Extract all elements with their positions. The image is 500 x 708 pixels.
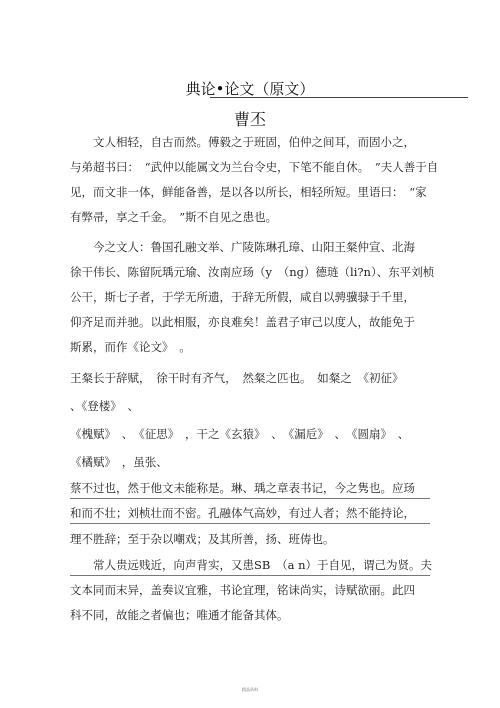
text-line: 、《登楼》 、 — [70, 399, 139, 413]
text-line: 文人相轻，自古而然。傅毅之于班固，伯仲之间耳，而固小之， — [70, 135, 415, 149]
document-title: 典论•论文（原文） — [185, 80, 315, 98]
text-line: 王粲长于辞赋， 徐干时有齐气， 然粲之匹也。 如粲之 《初征》 — [70, 371, 404, 385]
text-line: 公干，斯七子者，于学无所遗，于辞无所假，咸自以骋骥𫘧于千里， — [70, 290, 415, 304]
text-line: 常人贵远贱近，向声背实，又患SB （a n）于自见，谓己为贤。夫 — [70, 558, 432, 572]
text-line: 有弊帚，享之千金。 ”斯不自见之患也。 — [70, 210, 278, 224]
text-line: 《槐赋》 、 《征思》 ，干之《玄猿》 、 《漏卮》 、 《圆扇》 、 — [70, 427, 410, 441]
text-line: 和而不壮；刘桢壮而不密。孔融体气高妙，有过人者；然不能持论， — [70, 506, 415, 520]
text-line: 仰齐足而并驰。以此相服，亦良难矣！盖君子审己以度人，故能免于 — [70, 315, 415, 329]
text-line: 科不同，故能之者偏也；唯通才能备其体。 — [70, 608, 289, 622]
text-line: 与弟超书曰： “武仲以能属文为兰台令史，下笔不能自休。 ”夫人善于自 — [70, 160, 439, 174]
text-line: 文本同而末异，盖奏议宜雅，书论宜理，铭诔尚实，诗赋欲丽。此四 — [70, 583, 415, 597]
underline-rule — [70, 498, 430, 499]
text-line: 见，而文非一体，鲜能备善，是以各以所长，相轻所短。里语曰： “家 — [70, 185, 427, 199]
text-line: 理不胜辞；至于杂以嘲戏；及其所善，扬、班俦也。 — [70, 532, 335, 546]
page-footer: 精品资料 — [242, 687, 258, 692]
underline-rule — [70, 523, 430, 524]
text-line: 蔡不过也，然于他文未能称是。琳、瑀之章表书记，今之隽也。应玚 — [70, 481, 415, 495]
text-line: 今之文人：鲁国孔融文举、广陵陈琳孔璋、山阳王粲仲宣、北海 — [70, 240, 415, 254]
text-line: 斯累，而作《论文》 。 — [70, 340, 191, 354]
text-line: 《橘赋》 ，虽张、 — [70, 455, 168, 469]
text-line: 徐干伟长、陈留阮瑀元瑜、汝南应玚（y （ng）德琏（li?n）、东平刘桢 — [70, 265, 435, 279]
author-name: 曹丕 — [233, 110, 266, 129]
underline-rule — [70, 575, 430, 576]
title-divider — [210, 97, 468, 98]
